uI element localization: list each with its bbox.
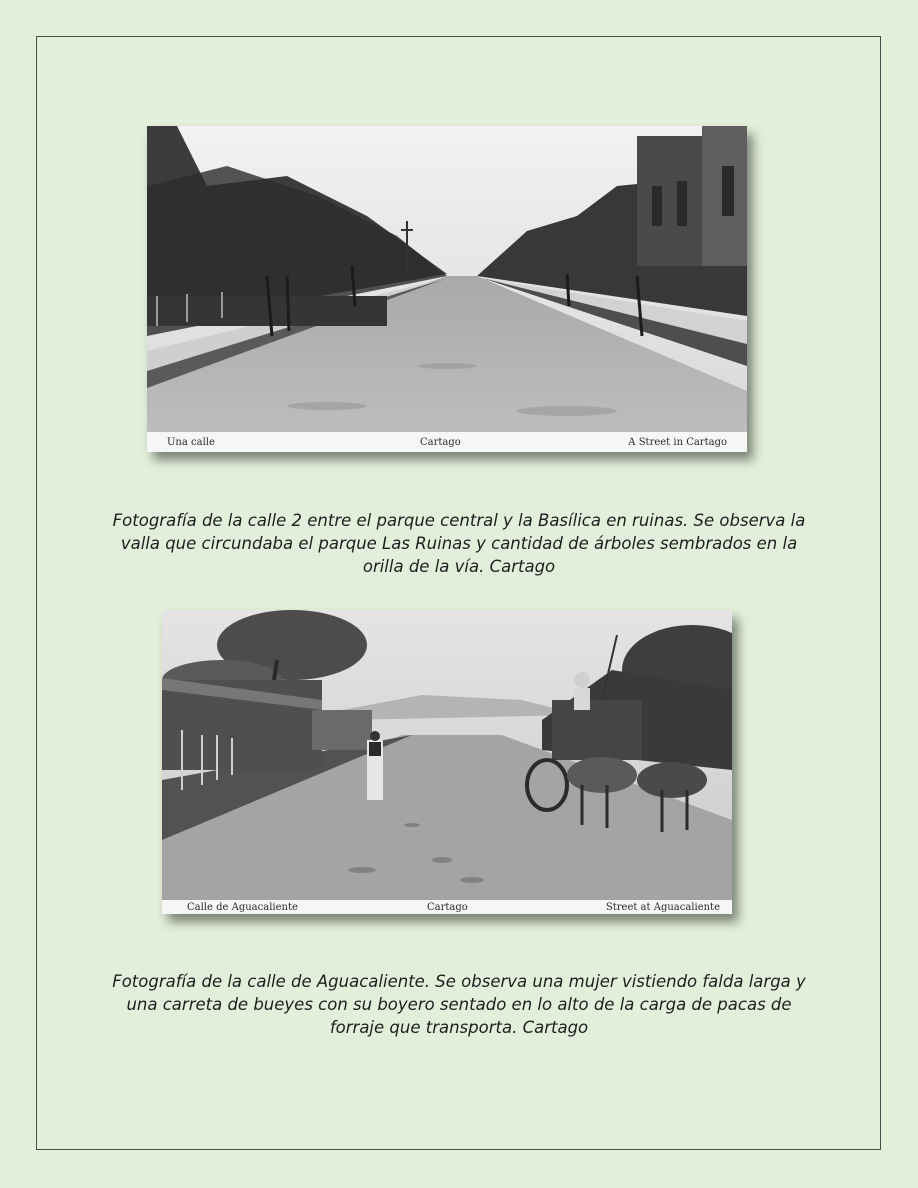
photo-label-left: Una calle	[167, 437, 215, 448]
photo-caption-strip	[147, 432, 747, 452]
photo-label-right: A Street in Cartago	[628, 437, 727, 448]
caption-photo-1: Fotografía de la calle 2 entre el parque central y la Basílica en ruinas. Se observa la valla que circundaba el parque Las Ruinas y cantidad de árboles sembrados en la orilla de la vía. Cartago	[112, 511, 806, 576]
aguacaliente-photo-image	[162, 610, 732, 914]
caption-photo-2: Fotografía de la calle de Aguacaliente. Se observa una mujer vistiendo falda larga y una carreta de bueyes con su boyero sentado en lo alto de la carga de pacas de forraje que transporta. Cartago	[112, 972, 806, 1037]
photo-label-left: Calle de Aguacaliente	[187, 902, 298, 913]
photo-label-center: Cartago	[427, 902, 468, 913]
street-photo-image	[147, 126, 747, 452]
photo-label-right: Street at Aguacaliente	[605, 902, 720, 913]
photo-label-center: Cartago	[420, 437, 461, 448]
photo-caption-strip	[162, 900, 732, 914]
photo-street-cartago	[147, 126, 747, 452]
photo-street-aguacaliente	[162, 610, 732, 914]
